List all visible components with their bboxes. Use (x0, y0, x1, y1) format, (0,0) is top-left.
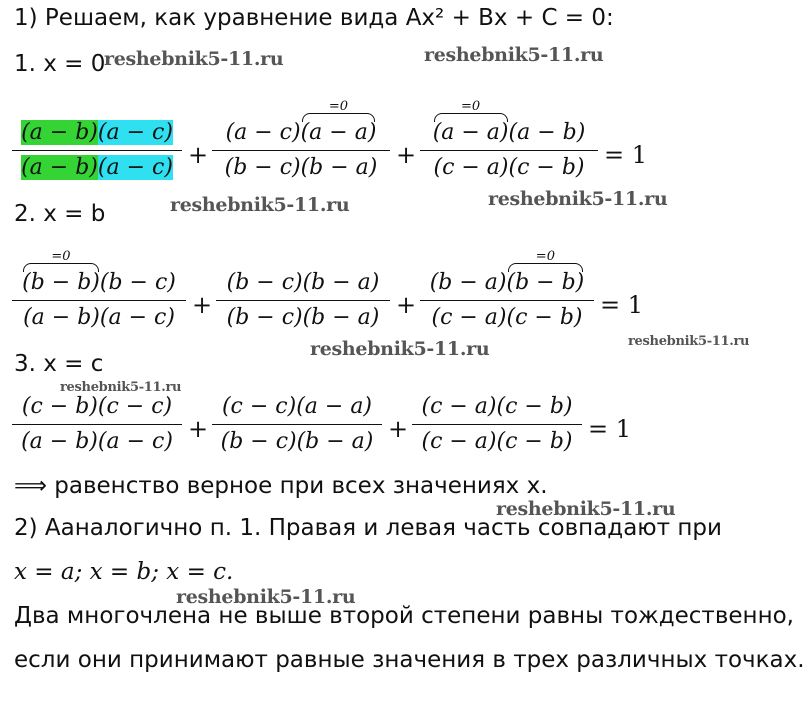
fraction-2 (216, 268, 390, 333)
numerator: (c − c)(a − a) (221, 394, 373, 419)
final-statement-1: Два многочлена не выше второй степени равны тождественно, (14, 603, 794, 629)
factor: (a − a) (300, 120, 377, 145)
fraction-1 (12, 392, 182, 457)
final-statement-2: если они принимают равные значения в трех различных точках. (14, 647, 805, 673)
conclusion-text: ⟹ равенство верное при всех значениях x. (14, 473, 548, 499)
solution-step-2: 2) Ааналогично п. 1. Правая и левая часть совпадают при (14, 515, 722, 541)
numerator: (c − a)(c − b) (421, 394, 573, 419)
plus-sign: + (192, 291, 213, 319)
highlight-cyan: (a − c) (97, 120, 173, 145)
fraction-3 (420, 249, 594, 333)
equals-one: = 1 (604, 141, 648, 169)
case-3-label: 3. x = c (14, 351, 104, 377)
equation-case-3 (12, 392, 652, 472)
watermark: reshebnik5-11.ru (310, 338, 490, 360)
overbrace (22, 249, 100, 298)
numerator: (b − c)(b − a) (226, 270, 380, 295)
fraction-bar (12, 150, 182, 151)
factor: (a − c) (225, 120, 301, 145)
plus-sign: + (388, 415, 409, 443)
denominator: (a − b)(a − c) (23, 305, 175, 330)
fraction-3 (412, 392, 582, 457)
equation-case-2 (12, 249, 652, 348)
highlight-cyan: (a − c) (97, 155, 173, 180)
roots-line: x = a; x = b; x = c. (14, 559, 234, 585)
case-2-label: 2. x = b (14, 201, 106, 227)
fraction-bar (420, 150, 598, 151)
highlight-green: (a − b) (21, 155, 98, 180)
watermark: reshebnik5-11.ru (176, 586, 356, 608)
zero-note: =0 (535, 249, 555, 264)
watermark: reshebnik5-11.ru (104, 48, 284, 70)
fraction-2 (212, 392, 382, 457)
zero-note: =0 (328, 99, 349, 114)
plus-sign: + (396, 141, 417, 169)
fraction-1 (12, 249, 186, 333)
denominator: (c − a)(c − b) (433, 155, 585, 180)
overbrace (432, 99, 509, 148)
denominator: (b − c)(b − a) (220, 429, 374, 454)
plus-sign: + (188, 141, 209, 169)
factor: (a − b) (508, 120, 586, 145)
watermark: reshebnik5-11.ru (60, 380, 182, 395)
overbrace (300, 99, 377, 148)
watermark: reshebnik5-11.ru (424, 44, 604, 66)
fraction-3 (420, 99, 598, 183)
equals-one: = 1 (600, 291, 644, 319)
plus-sign: + (396, 291, 417, 319)
factor: (b − b) (22, 270, 100, 295)
denominator: (c − a)(c − b) (421, 429, 573, 454)
plus-sign: + (188, 415, 209, 443)
equals-one: = 1 (588, 415, 632, 443)
numerator: (c − b)(c − c) (21, 394, 173, 419)
equation-case-1 (12, 99, 652, 198)
overbrace (506, 249, 585, 298)
watermark: reshebnik5-11.ru (488, 188, 668, 210)
denominator: (b − c)(b − a) (224, 155, 378, 180)
fraction-bar (12, 300, 186, 301)
fraction-bar (212, 424, 382, 425)
fraction-2 (212, 99, 390, 183)
solution-step-1: 1) Решаем, как уравнение вида Ax² + Bx + C = 0: (14, 5, 614, 31)
denominator: (c − a)(c − b) (431, 305, 583, 330)
factor: (b − b) (506, 270, 585, 295)
zero-note: =0 (51, 249, 71, 264)
fraction-bar (412, 424, 582, 425)
case-1-label: 1. x = 0 (14, 51, 106, 77)
factor: (b − a) (429, 270, 507, 295)
watermark: reshebnik5-11.ru (496, 498, 676, 520)
zero-note: =0 (461, 99, 481, 114)
fraction-bar (12, 424, 182, 425)
fraction-bar (216, 300, 390, 301)
factor: (a − a) (432, 120, 509, 145)
watermark: reshebnik5-11.ru (170, 194, 350, 216)
denominator: (a − b)(a − c) (21, 429, 173, 454)
denominator: (b − c)(b − a) (226, 305, 380, 330)
factor: (b − c) (99, 270, 176, 295)
watermark: reshebnik5-11.ru (628, 334, 750, 349)
fraction-bar (212, 150, 390, 151)
highlight-green: (a − b) (21, 120, 98, 145)
fraction-bar (420, 300, 594, 301)
fraction-1 (12, 118, 182, 183)
